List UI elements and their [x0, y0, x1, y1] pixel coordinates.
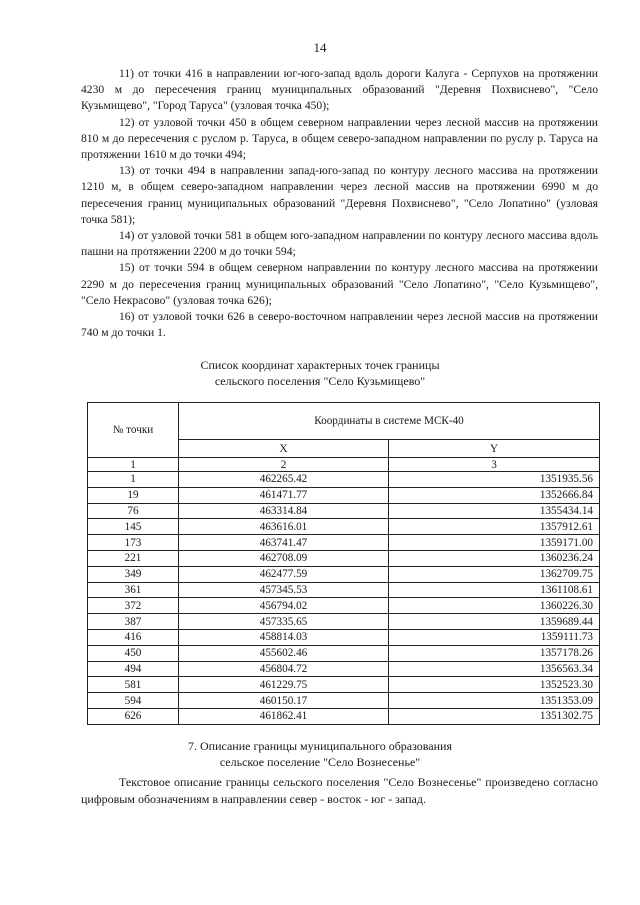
cell-y: 1361108.61 [389, 582, 600, 598]
table-row [88, 487, 600, 503]
cell-y: 1357178.26 [389, 645, 600, 661]
cell-point: 361 [88, 582, 179, 598]
paragraph-16: 16) от узловой точки 626 в северо-восточном направлении через лесной массив на протяжении 740 м до точки 1. [81, 310, 598, 340]
cell-point: 416 [88, 629, 179, 645]
coordinates-table [87, 402, 600, 725]
table-row [88, 614, 600, 630]
table-row [88, 550, 600, 566]
cell-y: 1359171.00 [389, 535, 600, 551]
cell-x: 461862.41 [179, 708, 389, 724]
cell-point: 145 [88, 519, 179, 535]
cell-point: 349 [88, 566, 179, 582]
header-coordinate-system: Координаты в системе МСК-40 [179, 403, 600, 440]
cell-x: 461471.77 [179, 487, 389, 503]
section-heading-line1: 7. Описание границы муниципального образования [188, 739, 452, 753]
cell-y: 1355434.14 [389, 503, 600, 519]
cell-point: 372 [88, 598, 179, 614]
cell-x: 462265.42 [179, 472, 389, 488]
table-row [88, 661, 600, 677]
table-row [88, 645, 600, 661]
header-colnum-2: 2 [179, 458, 389, 472]
cell-point: 626 [88, 708, 179, 724]
table-row [88, 519, 600, 535]
cell-x: 462708.09 [179, 550, 389, 566]
cell-point: 1 [88, 472, 179, 488]
cell-y: 1351353.09 [389, 693, 600, 709]
cell-point: 76 [88, 503, 179, 519]
cell-point: 387 [88, 614, 179, 630]
cell-point: 173 [88, 535, 179, 551]
table-row [88, 503, 600, 519]
table-row [88, 535, 600, 551]
cell-y: 1352666.84 [389, 487, 600, 503]
coords-caption [0, 357, 640, 389]
section-heading-line2: сельское поселение "Село Вознесенье" [219, 755, 421, 769]
table-row [88, 629, 600, 645]
cell-x: 463616.01 [179, 519, 389, 535]
section-text: Текстовое описание границы сельского поселения "Село Вознесенье" произведено согласно цифровым обозначениям в направлении север - восток - юг - запад. [81, 775, 598, 806]
table-row [88, 708, 600, 724]
cell-x: 457345.53 [179, 582, 389, 598]
cell-y: 1362709.75 [389, 566, 600, 582]
cell-x: 455602.46 [179, 645, 389, 661]
cell-x: 457335.65 [179, 614, 389, 630]
table-row [88, 582, 600, 598]
cell-x: 460150.17 [179, 693, 389, 709]
paragraph-13: 13) от точки 494 в направлении запад-юго-запад по контуру лесного массива на протяжении 1210 м, в общем северо-западном направлении через лесной массив на протяжении 6990 м до пересечения границ муниципальных образований "Деревня Похвиснево", "Село Лопатино" (узловая точка 581); [81, 164, 598, 226]
cell-x: 463741.47 [179, 535, 389, 551]
cell-y: 1359689.44 [389, 614, 600, 630]
paragraph-14: 14) от узловой точки 581 в общем юго-западном направлении по контуру лесного массива вдоль пашни на протяжении 2200 м до точки 594; [81, 229, 598, 259]
cell-x: 456804.72 [179, 661, 389, 677]
cell-y: 1360226.30 [389, 598, 600, 614]
header-x: X [179, 440, 389, 458]
paragraph-12: 12) от узловой точки 450 в общем северном направлении через лесной массив на протяжении 810 м до пересечения с руслом р. Таруса, в общем северо-западном направлении по руслу р. Таруса на протяжении 1610 м до точки 494; [81, 115, 598, 162]
cell-point: 19 [88, 487, 179, 503]
section-heading [0, 738, 640, 770]
table-row [88, 566, 600, 582]
cell-x: 456794.02 [179, 598, 389, 614]
paragraph-11: 11) от точки 416 в направлении юг-юго-запад вдоль дороги Калуга - Серпухов на протяжении 4230 м до пересечения границ муниципальных образований "Деревня Похвиснево", "Село Кузьмищево", "Город Таруса" (узловая точка 450); [81, 67, 598, 113]
cell-x: 458814.03 [179, 629, 389, 645]
coords-caption-line2: сельского поселения "Село Кузьмищево" [214, 374, 426, 388]
cell-point: 581 [88, 677, 179, 693]
table-row [88, 693, 600, 709]
table-row [88, 472, 600, 488]
cell-y: 1356563.34 [389, 661, 600, 677]
table-row [88, 598, 600, 614]
boundary-description [81, 66, 598, 341]
header-point-number: № точки [88, 403, 179, 458]
coords-caption-line1: Список координат характерных точек границы [200, 358, 440, 372]
page-number: 14 [313, 40, 327, 55]
cell-y: 1352523.30 [389, 677, 600, 693]
cell-y: 1360236.24 [389, 550, 600, 566]
cell-y: 1359111.73 [389, 629, 600, 645]
cell-y: 1357912.61 [389, 519, 600, 535]
paragraph-15: 15) от точки 594 в общем северном направлении по контуру лесного массива на протяжении 2290 м до пересечения границ муниципальных образований "Село Лопатино", "Село Кузьмищево", "Село Некрасово" (узловая точка 626); [81, 261, 598, 307]
cell-point: 450 [88, 645, 179, 661]
cell-point: 221 [88, 550, 179, 566]
cell-y: 1351935.56 [389, 472, 600, 488]
header-colnum-3: 3 [389, 458, 600, 472]
cell-x: 462477.59 [179, 566, 389, 582]
header-y: Y [389, 440, 600, 458]
cell-y: 1351302.75 [389, 708, 600, 724]
cell-point: 494 [88, 661, 179, 677]
cell-x: 461229.75 [179, 677, 389, 693]
header-colnum-1: 1 [88, 458, 179, 472]
cell-point: 594 [88, 693, 179, 709]
cell-x: 463314.84 [179, 503, 389, 519]
table-row [88, 677, 600, 693]
